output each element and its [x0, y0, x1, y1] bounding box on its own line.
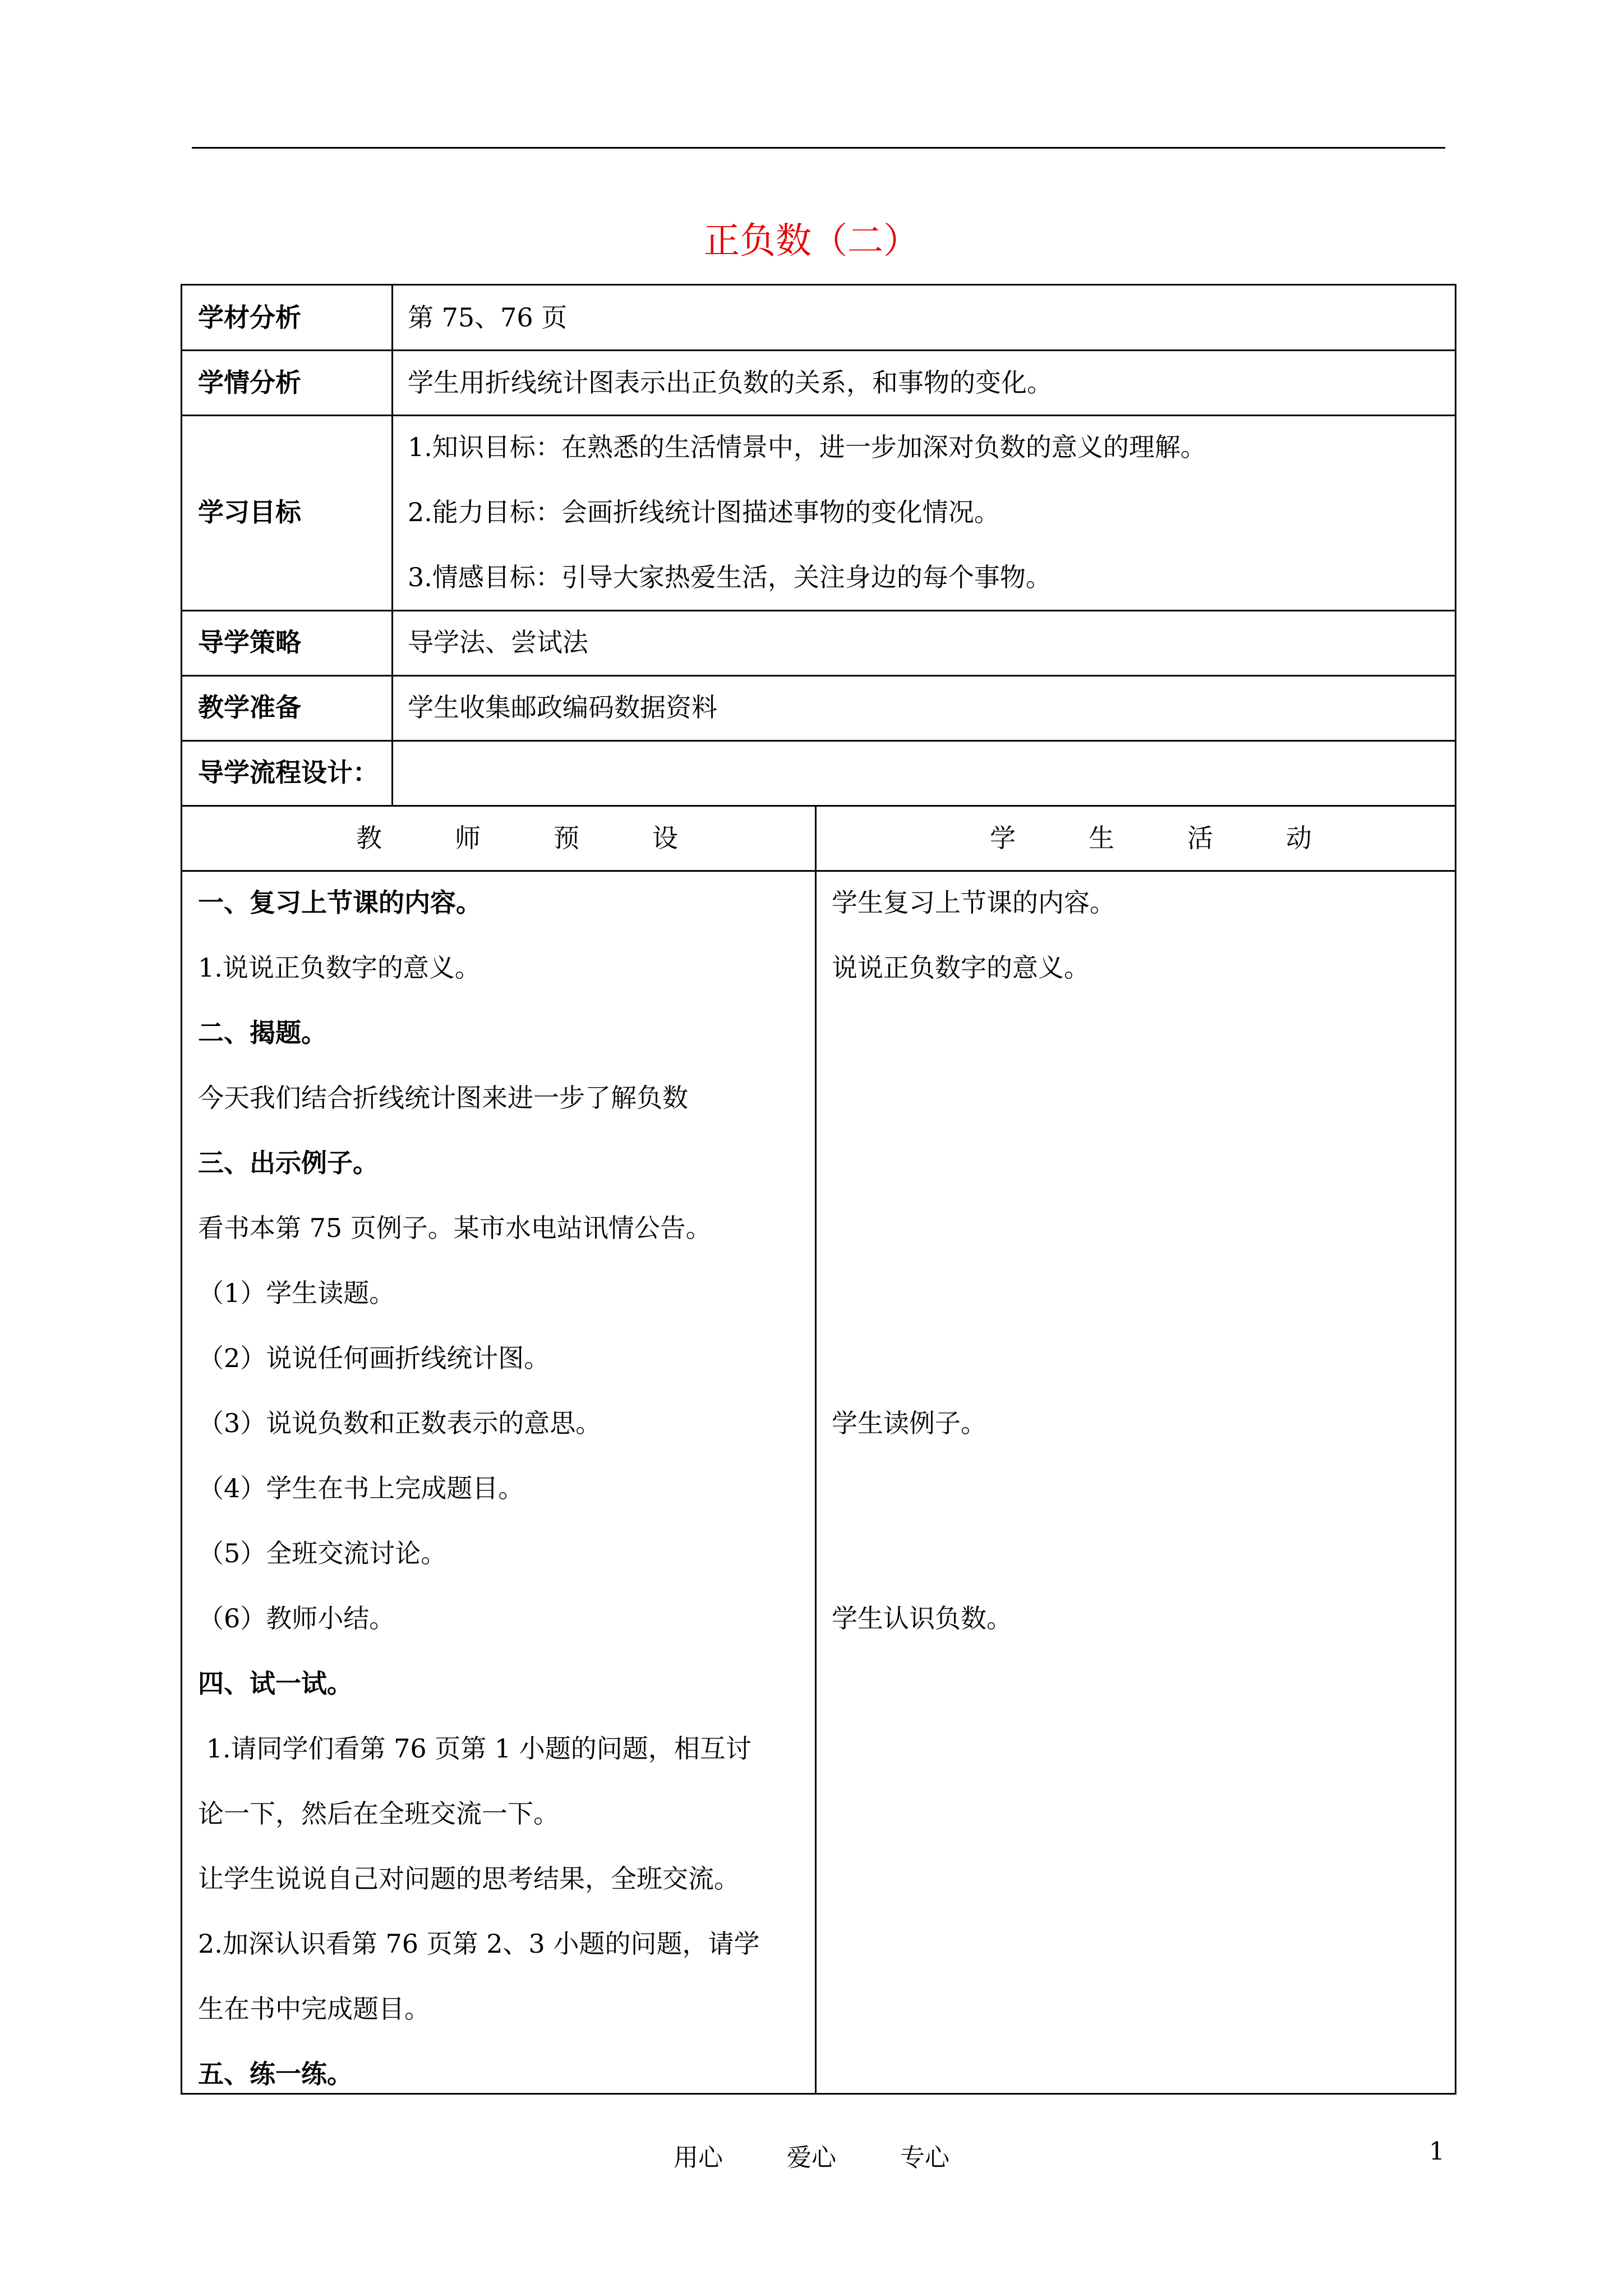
row-divider: [182, 349, 1455, 351]
teacher-line: （5）全班交流讨论。: [198, 1538, 447, 1568]
teacher-line: 2.加深认识看第 76 页第 2、3 小题的问题，请学: [198, 1929, 760, 1959]
goal-knowledge: 1.知识目标：在熟悉的生活情景中，进一步加深对负数的意义的理解。: [408, 432, 1206, 462]
teacher-line: （4）学生在书上完成题目。: [198, 1473, 524, 1503]
row-divider: [182, 415, 1455, 416]
header-char: 动: [1286, 823, 1312, 853]
teacher-line: 1.说说正负数字的意义。: [198, 953, 481, 983]
page-title: 正负数（二）: [704, 220, 919, 262]
teacher-column-header: [356, 821, 751, 855]
teacher-line: 五、练一练。: [198, 2059, 353, 2089]
goal-emotion: 3.情感目标：引导大家热爱生活，关注身边的每个事物。: [408, 562, 1052, 592]
teacher-line: （2）说说任何画折线统计图。: [198, 1343, 550, 1373]
teacher-line: （3）说说负数和正数表示的意思。: [198, 1408, 602, 1438]
lesson-plan-table: [181, 284, 1456, 2095]
footer-motto: 用心 爱心 专心: [674, 2143, 949, 2172]
label-material-analysis: 学材分析: [198, 302, 301, 333]
student-line: 学生读例子。: [832, 1408, 986, 1438]
student-line: 学生复习上节课的内容。: [832, 887, 1115, 918]
header-char: 设: [652, 823, 678, 853]
value-situation-analysis: 学生用折线统计图表示出正负数的关系，和事物的变化。: [408, 367, 1053, 398]
header-char: 活: [1187, 823, 1213, 853]
student-column-header: [990, 821, 1385, 855]
label-guidance-strategy: 导学策略: [198, 627, 301, 657]
label-situation-analysis: 学情分析: [198, 367, 301, 398]
teacher-line: 三、出示例子。: [198, 1148, 379, 1178]
value-material-analysis: 第 75、76 页: [408, 302, 568, 333]
header-char: 师: [455, 823, 481, 853]
goal-ability: 2.能力目标：会画折线统计图描述事物的变化情况。: [408, 497, 1000, 527]
teacher-line: 今天我们结合折线统计图来进一步了解负数: [198, 1083, 688, 1113]
value-teaching-preparation: 学生收集邮政编码数据资料: [408, 692, 717, 723]
teacher-line: （6）教师小结。: [198, 1603, 395, 1634]
teacher-line: 让学生说说自己对问题的思考结果，全班交流。: [198, 1864, 740, 1894]
header-rule: [192, 147, 1445, 149]
teacher-line: 看书本第 75 页例子。某市水电站讯情公告。: [198, 1213, 712, 1243]
teacher-line: 二、揭题。: [198, 1018, 327, 1048]
teacher-line: 生在书中完成题目。: [198, 1994, 430, 2024]
row-divider: [182, 675, 1455, 677]
label-column-divider: [391, 286, 393, 805]
activity-column-divider: [815, 805, 817, 2095]
header-char: 教: [356, 823, 382, 853]
teacher-line: 四、试一试。: [198, 1668, 353, 1699]
student-line: 说说正负数字的意义。: [832, 953, 1090, 983]
teacher-line: （1）学生读题。: [198, 1278, 395, 1308]
flow-design-heading: 导学流程设计：: [198, 757, 379, 788]
teacher-line: 1.请同学们看第 76 页第 1 小题的问题，相互讨: [198, 1733, 751, 1764]
teacher-line: 一、复习上节课的内容。: [198, 887, 482, 918]
header-char: 学: [990, 823, 1016, 853]
row-divider: [182, 740, 1455, 742]
label-teaching-preparation: 教学准备: [198, 692, 301, 723]
teacher-line: 论一下，然后在全班交流一下。: [198, 1798, 559, 1829]
row-divider: [182, 870, 1455, 872]
header-char: 预: [554, 823, 579, 853]
label-learning-goals: 学习目标: [198, 497, 301, 527]
student-line: 学生认识负数。: [832, 1603, 1012, 1634]
row-divider: [182, 805, 1455, 807]
row-divider: [182, 610, 1455, 611]
value-guidance-strategy: 导学法、尝试法: [408, 627, 588, 657]
page-number: 1: [1429, 2137, 1445, 2166]
header-char: 生: [1089, 823, 1114, 853]
